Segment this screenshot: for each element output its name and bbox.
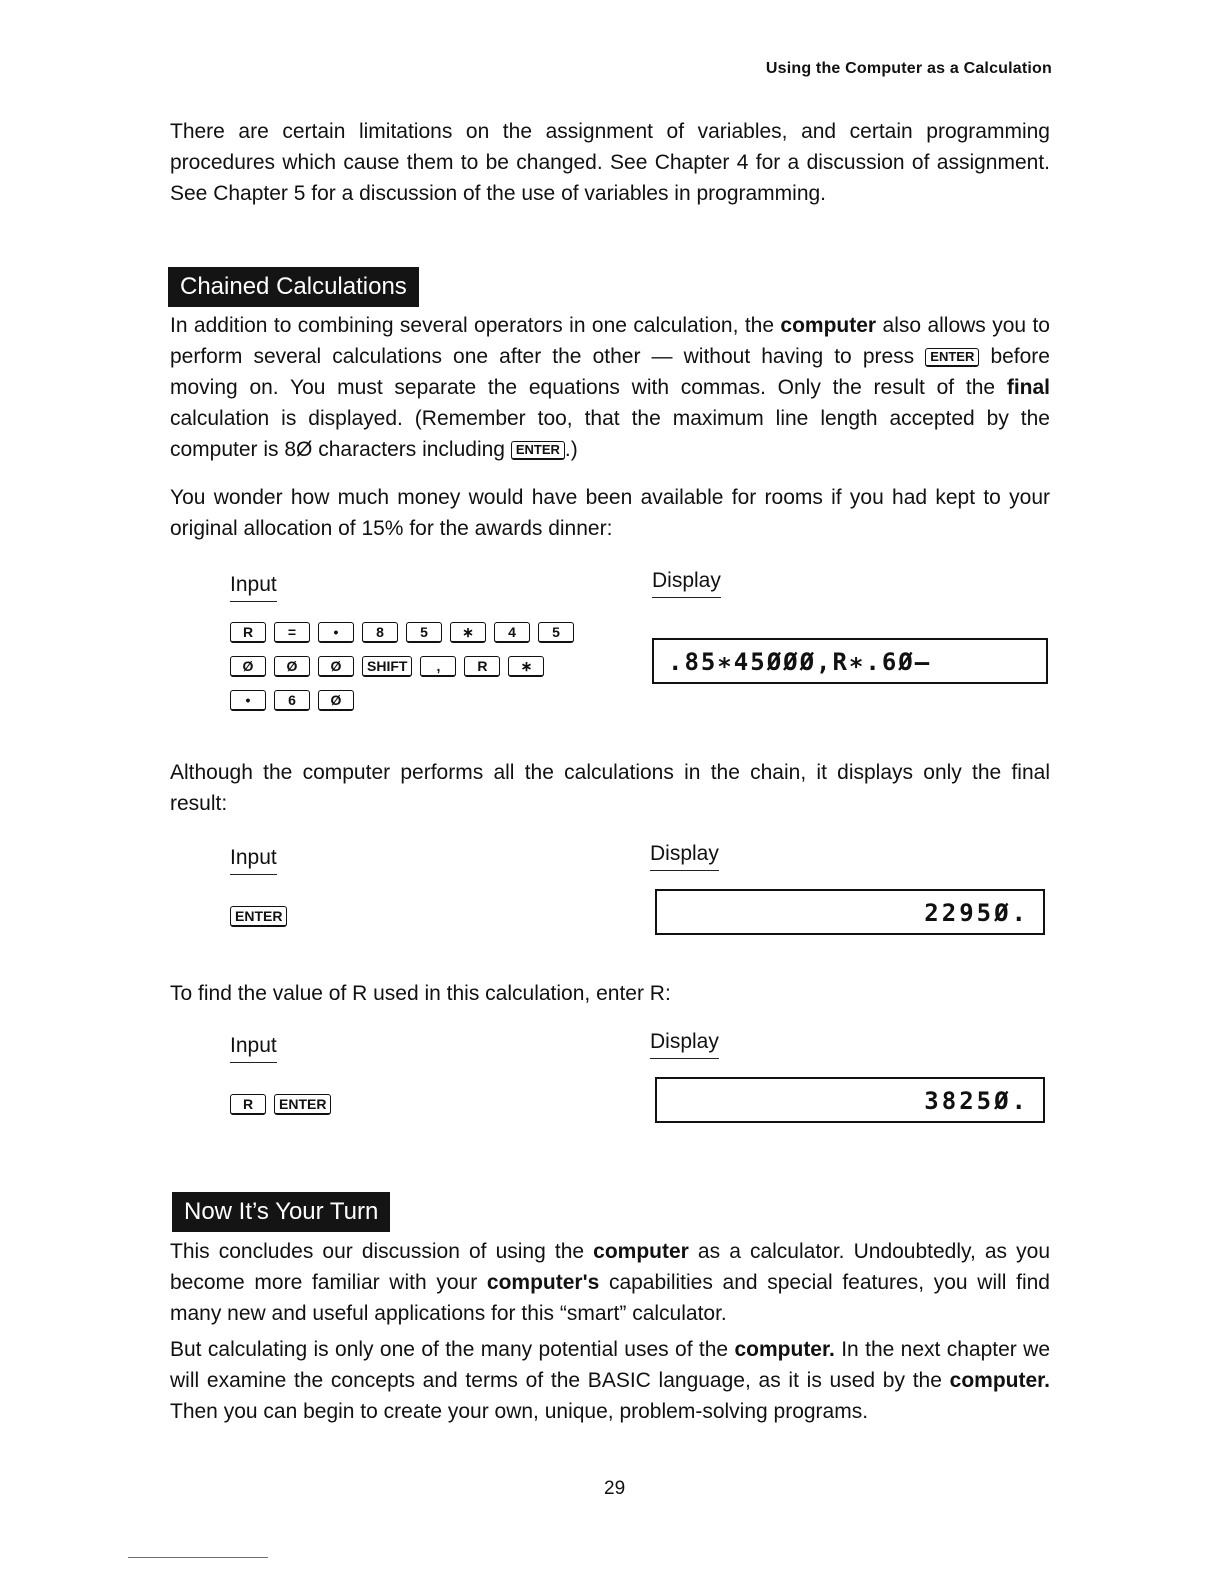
section-heading-your-turn: Now It’s Your Turn [172,1192,390,1232]
keystroke-row-2 [230,656,544,677]
chained-paragraph-1: In addition to combining several operators in one calculation, the computer also allows you to perform several calculations one after the other — without having to press ENTER before moving on. You must separate the equations with commas. Only the result of the final calculation is displayed. (Remember too, that the maximum line length accepted by the computer is 8Ø characters including ENTER .) [170,314,1050,461]
page-number: 29 [604,1478,626,1499]
your-turn-paragraph-1: This concludes our discussion of using the computer as a calculator. Undoubtedly, as you become more familiar with your computer's capabilities and special features, you will find many new and useful applications for this “smart” calculator. [170,1240,1051,1325]
key-4: 4 [494,622,530,643]
keystroke-row-r-enter [230,1094,331,1115]
key-decimal-point: • [318,622,354,643]
intro-paragraph: There are certain limitations on the assignment of variables, and certain programming procedures which cause them to be changed. See Chapter 4 for a discussion of assignment. See Chapter 5 for a discussion of the use of variables in programming. [170,120,1050,205]
scan-edge-line [128,1557,268,1558]
display-column-label: Display [650,1029,719,1059]
keystroke-row-1 [230,622,574,643]
key-0: Ø [274,656,310,677]
calculator-display-1: .85∗45ØØØ,R∗.6Ø— [652,638,1048,684]
enter-key: ENTER [511,441,565,460]
key-8: 8 [362,622,398,643]
chained-paragraph-4: To find the value of R used in this calculation, enter R: [170,982,671,1005]
section-heading-chained: Chained Calculations [168,267,419,307]
enter-key: ENTER [274,1094,331,1115]
key-equals: = [274,622,310,643]
key-shift: SHIFT [362,656,412,677]
calculator-display-3: 3825Ø. [655,1077,1045,1123]
key-multiply: ∗ [508,656,544,677]
key-0: Ø [318,690,354,711]
key-0: Ø [230,656,266,677]
your-turn-paragraph-2: But calculating is only one of the many potential uses of the computer. In the next chapter we will examine the concepts and terms of the BASIC language, as it is used by the computer. Then you can begin to create your own, unique, problem-solving programs. [170,1338,1050,1423]
running-head: Using the Computer as a Calculation [765,60,1052,77]
key-r: R [464,656,500,677]
key-5: 5 [538,622,574,643]
calculator-display-2: 2295Ø. [655,889,1045,935]
input-column-label: Input [230,572,277,602]
key-5: 5 [406,622,442,643]
input-column-label: Input [230,845,277,875]
key-6: 6 [274,690,310,711]
key-decimal-point: • [230,690,266,711]
input-column-label: Input [230,1033,277,1063]
key-multiply: ∗ [450,622,486,643]
display-column-label: Display [652,568,721,598]
key-r: R [230,622,266,643]
enter-key: ENTER [230,906,287,927]
keystroke-row-3 [230,690,354,711]
chained-paragraph-3: Although the computer performs all the calculations in the chain, it displays only the final result: [170,761,1050,815]
keystroke-row-enter [230,906,287,927]
enter-key: ENTER [925,348,979,367]
chained-paragraph-2: You wonder how much money would have been available for rooms if you had kept to your original allocation of 15% for the awards dinner: [170,486,1050,540]
display-column-label: Display [650,841,719,871]
key-0: Ø [318,656,354,677]
key-r: R [230,1094,266,1115]
key-comma: , [420,656,456,677]
